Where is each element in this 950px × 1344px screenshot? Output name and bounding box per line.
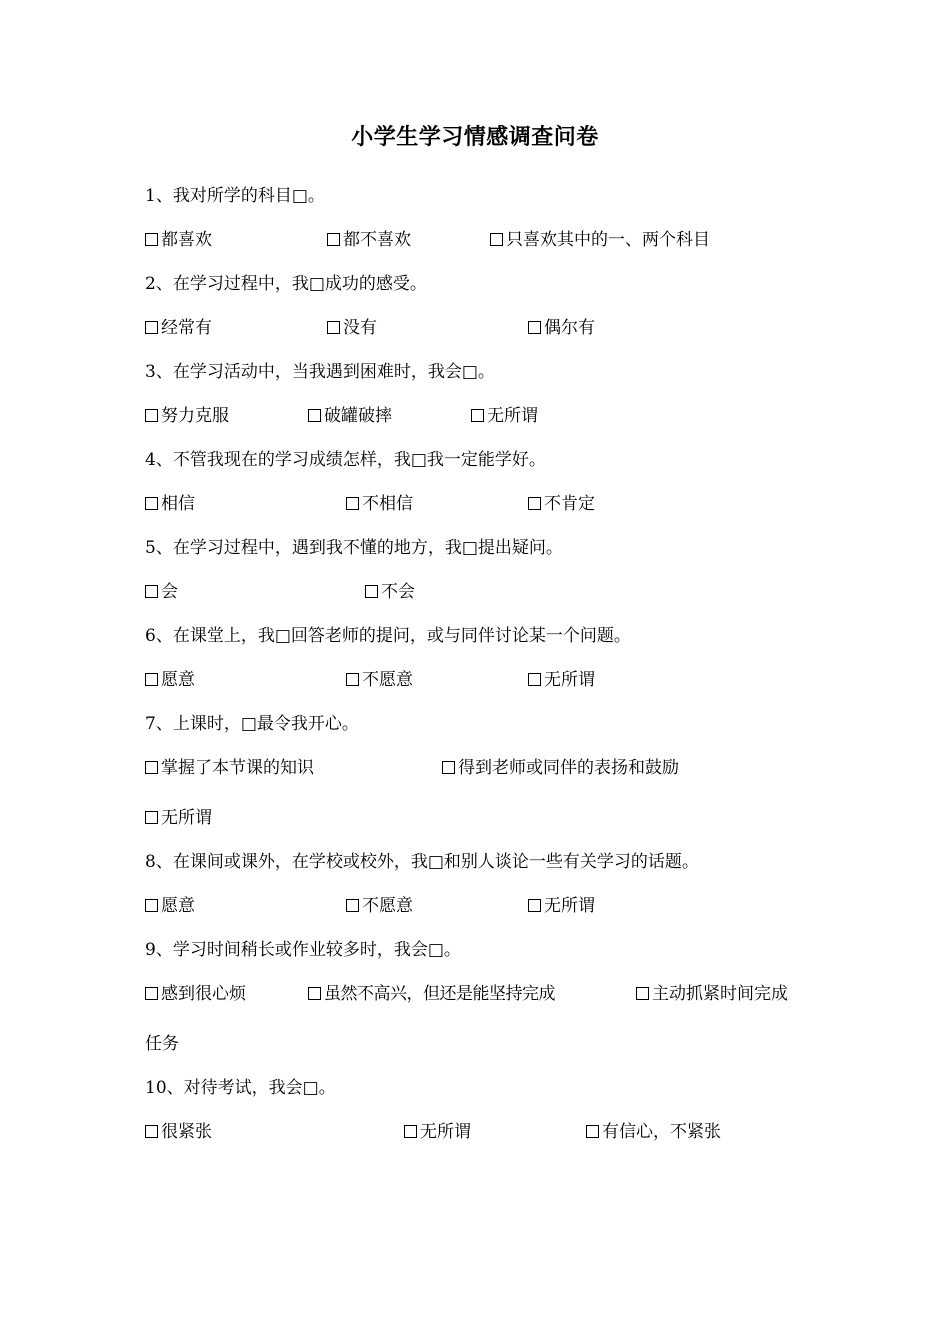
option-q10-1[interactable]: 很紧张 bbox=[145, 1120, 212, 1144]
question-1: 1、我对所学的科目□。 bbox=[145, 186, 325, 206]
checkbox[interactable] bbox=[586, 1125, 599, 1138]
option-q6-3[interactable]: 无所谓 bbox=[528, 668, 595, 692]
question-8: 8、在课间或课外，在学校或校外，我□和别人谈论一些有关学习的话题。 bbox=[145, 852, 699, 872]
checkbox[interactable] bbox=[145, 673, 158, 686]
checkbox[interactable] bbox=[346, 899, 359, 912]
question-6: 6、在课堂上，我□回答老师的提问，或与同伴讨论某一个问题。 bbox=[145, 626, 631, 646]
question-9: 9、学习时间稍长或作业较多时，我会□。 bbox=[145, 940, 461, 960]
checkbox[interactable] bbox=[365, 585, 378, 598]
option-q7-1[interactable]: 掌握了本节课的知识 bbox=[145, 756, 314, 780]
question-9-continuation: 任务 bbox=[145, 1034, 179, 1054]
option-q3-3[interactable]: 无所谓 bbox=[471, 404, 538, 428]
checkbox[interactable] bbox=[327, 233, 340, 246]
option-q2-3[interactable]: 偶尔有 bbox=[528, 316, 595, 340]
checkbox[interactable] bbox=[308, 409, 321, 422]
question-3: 3、在学习活动中，当我遇到困难时，我会□。 bbox=[145, 362, 495, 382]
option-q3-2[interactable]: 破罐破摔 bbox=[308, 404, 392, 428]
checkbox[interactable] bbox=[145, 1125, 158, 1138]
option-q1-1[interactable]: 都喜欢 bbox=[145, 228, 212, 252]
checkbox[interactable] bbox=[346, 673, 359, 686]
checkbox[interactable] bbox=[346, 497, 359, 510]
option-q7-3[interactable]: 无所谓 bbox=[145, 806, 212, 830]
checkbox[interactable] bbox=[528, 321, 541, 334]
checkbox[interactable] bbox=[528, 673, 541, 686]
option-q8-3[interactable]: 无所谓 bbox=[528, 894, 595, 918]
checkbox[interactable] bbox=[490, 233, 503, 246]
option-q5-2[interactable]: 不会 bbox=[365, 580, 415, 604]
option-q10-2[interactable]: 无所谓 bbox=[404, 1120, 471, 1144]
option-q7-2[interactable]: 得到老师或同伴的表扬和鼓励 bbox=[442, 756, 679, 780]
checkbox[interactable] bbox=[442, 761, 455, 774]
checkbox[interactable] bbox=[636, 987, 649, 1000]
checkbox[interactable] bbox=[528, 899, 541, 912]
option-q4-3[interactable]: 不肯定 bbox=[528, 492, 595, 516]
checkbox[interactable] bbox=[308, 987, 321, 1000]
checkbox[interactable] bbox=[145, 899, 158, 912]
question-10: 10、对待考试，我会□。 bbox=[145, 1078, 336, 1098]
option-q6-1[interactable]: 愿意 bbox=[145, 668, 195, 692]
question-5: 5、在学习过程中，遇到我不懂的地方，我□提出疑问。 bbox=[145, 538, 563, 558]
option-q5-1[interactable]: 会 bbox=[145, 580, 178, 604]
checkbox[interactable] bbox=[145, 585, 158, 598]
checkbox[interactable] bbox=[404, 1125, 417, 1138]
checkbox[interactable] bbox=[145, 497, 158, 510]
option-q4-1[interactable]: 相信 bbox=[145, 492, 195, 516]
checkbox[interactable] bbox=[145, 409, 158, 422]
checkbox[interactable] bbox=[145, 321, 158, 334]
option-q9-2[interactable]: 虽然不高兴，但还是能坚持完成 bbox=[308, 982, 555, 1006]
checkbox[interactable] bbox=[528, 497, 541, 510]
checkbox[interactable] bbox=[145, 811, 158, 824]
option-q3-1[interactable]: 努力克服 bbox=[145, 404, 229, 428]
option-q1-3[interactable]: 只喜欢其中的一、两个科目 bbox=[490, 228, 710, 252]
checkbox[interactable] bbox=[145, 761, 158, 774]
question-7: 7、上课时，□最令我开心。 bbox=[145, 714, 359, 734]
option-q2-2[interactable]: 没有 bbox=[327, 316, 377, 340]
page-title: 小学生学习情感调查问卷 bbox=[351, 124, 599, 150]
option-q8-2[interactable]: 不愿意 bbox=[346, 894, 413, 918]
option-q9-1[interactable]: 感到很心烦 bbox=[145, 982, 246, 1006]
question-2: 2、在学习过程中，我□成功的感受。 bbox=[145, 274, 427, 294]
option-q8-1[interactable]: 愿意 bbox=[145, 894, 195, 918]
checkbox[interactable] bbox=[145, 987, 158, 1000]
question-4: 4、不管我现在的学习成绩怎样，我□我一定能学好。 bbox=[145, 450, 546, 470]
option-q10-3[interactable]: 有信心，不紧张 bbox=[586, 1120, 721, 1144]
option-q2-1[interactable]: 经常有 bbox=[145, 316, 212, 340]
option-q9-3[interactable]: 主动抓紧时间完成 bbox=[636, 982, 788, 1006]
checkbox[interactable] bbox=[471, 409, 484, 422]
option-q1-2[interactable]: 都不喜欢 bbox=[327, 228, 411, 252]
option-q4-2[interactable]: 不相信 bbox=[346, 492, 413, 516]
option-q6-2[interactable]: 不愿意 bbox=[346, 668, 413, 692]
checkbox[interactable] bbox=[327, 321, 340, 334]
checkbox[interactable] bbox=[145, 233, 158, 246]
